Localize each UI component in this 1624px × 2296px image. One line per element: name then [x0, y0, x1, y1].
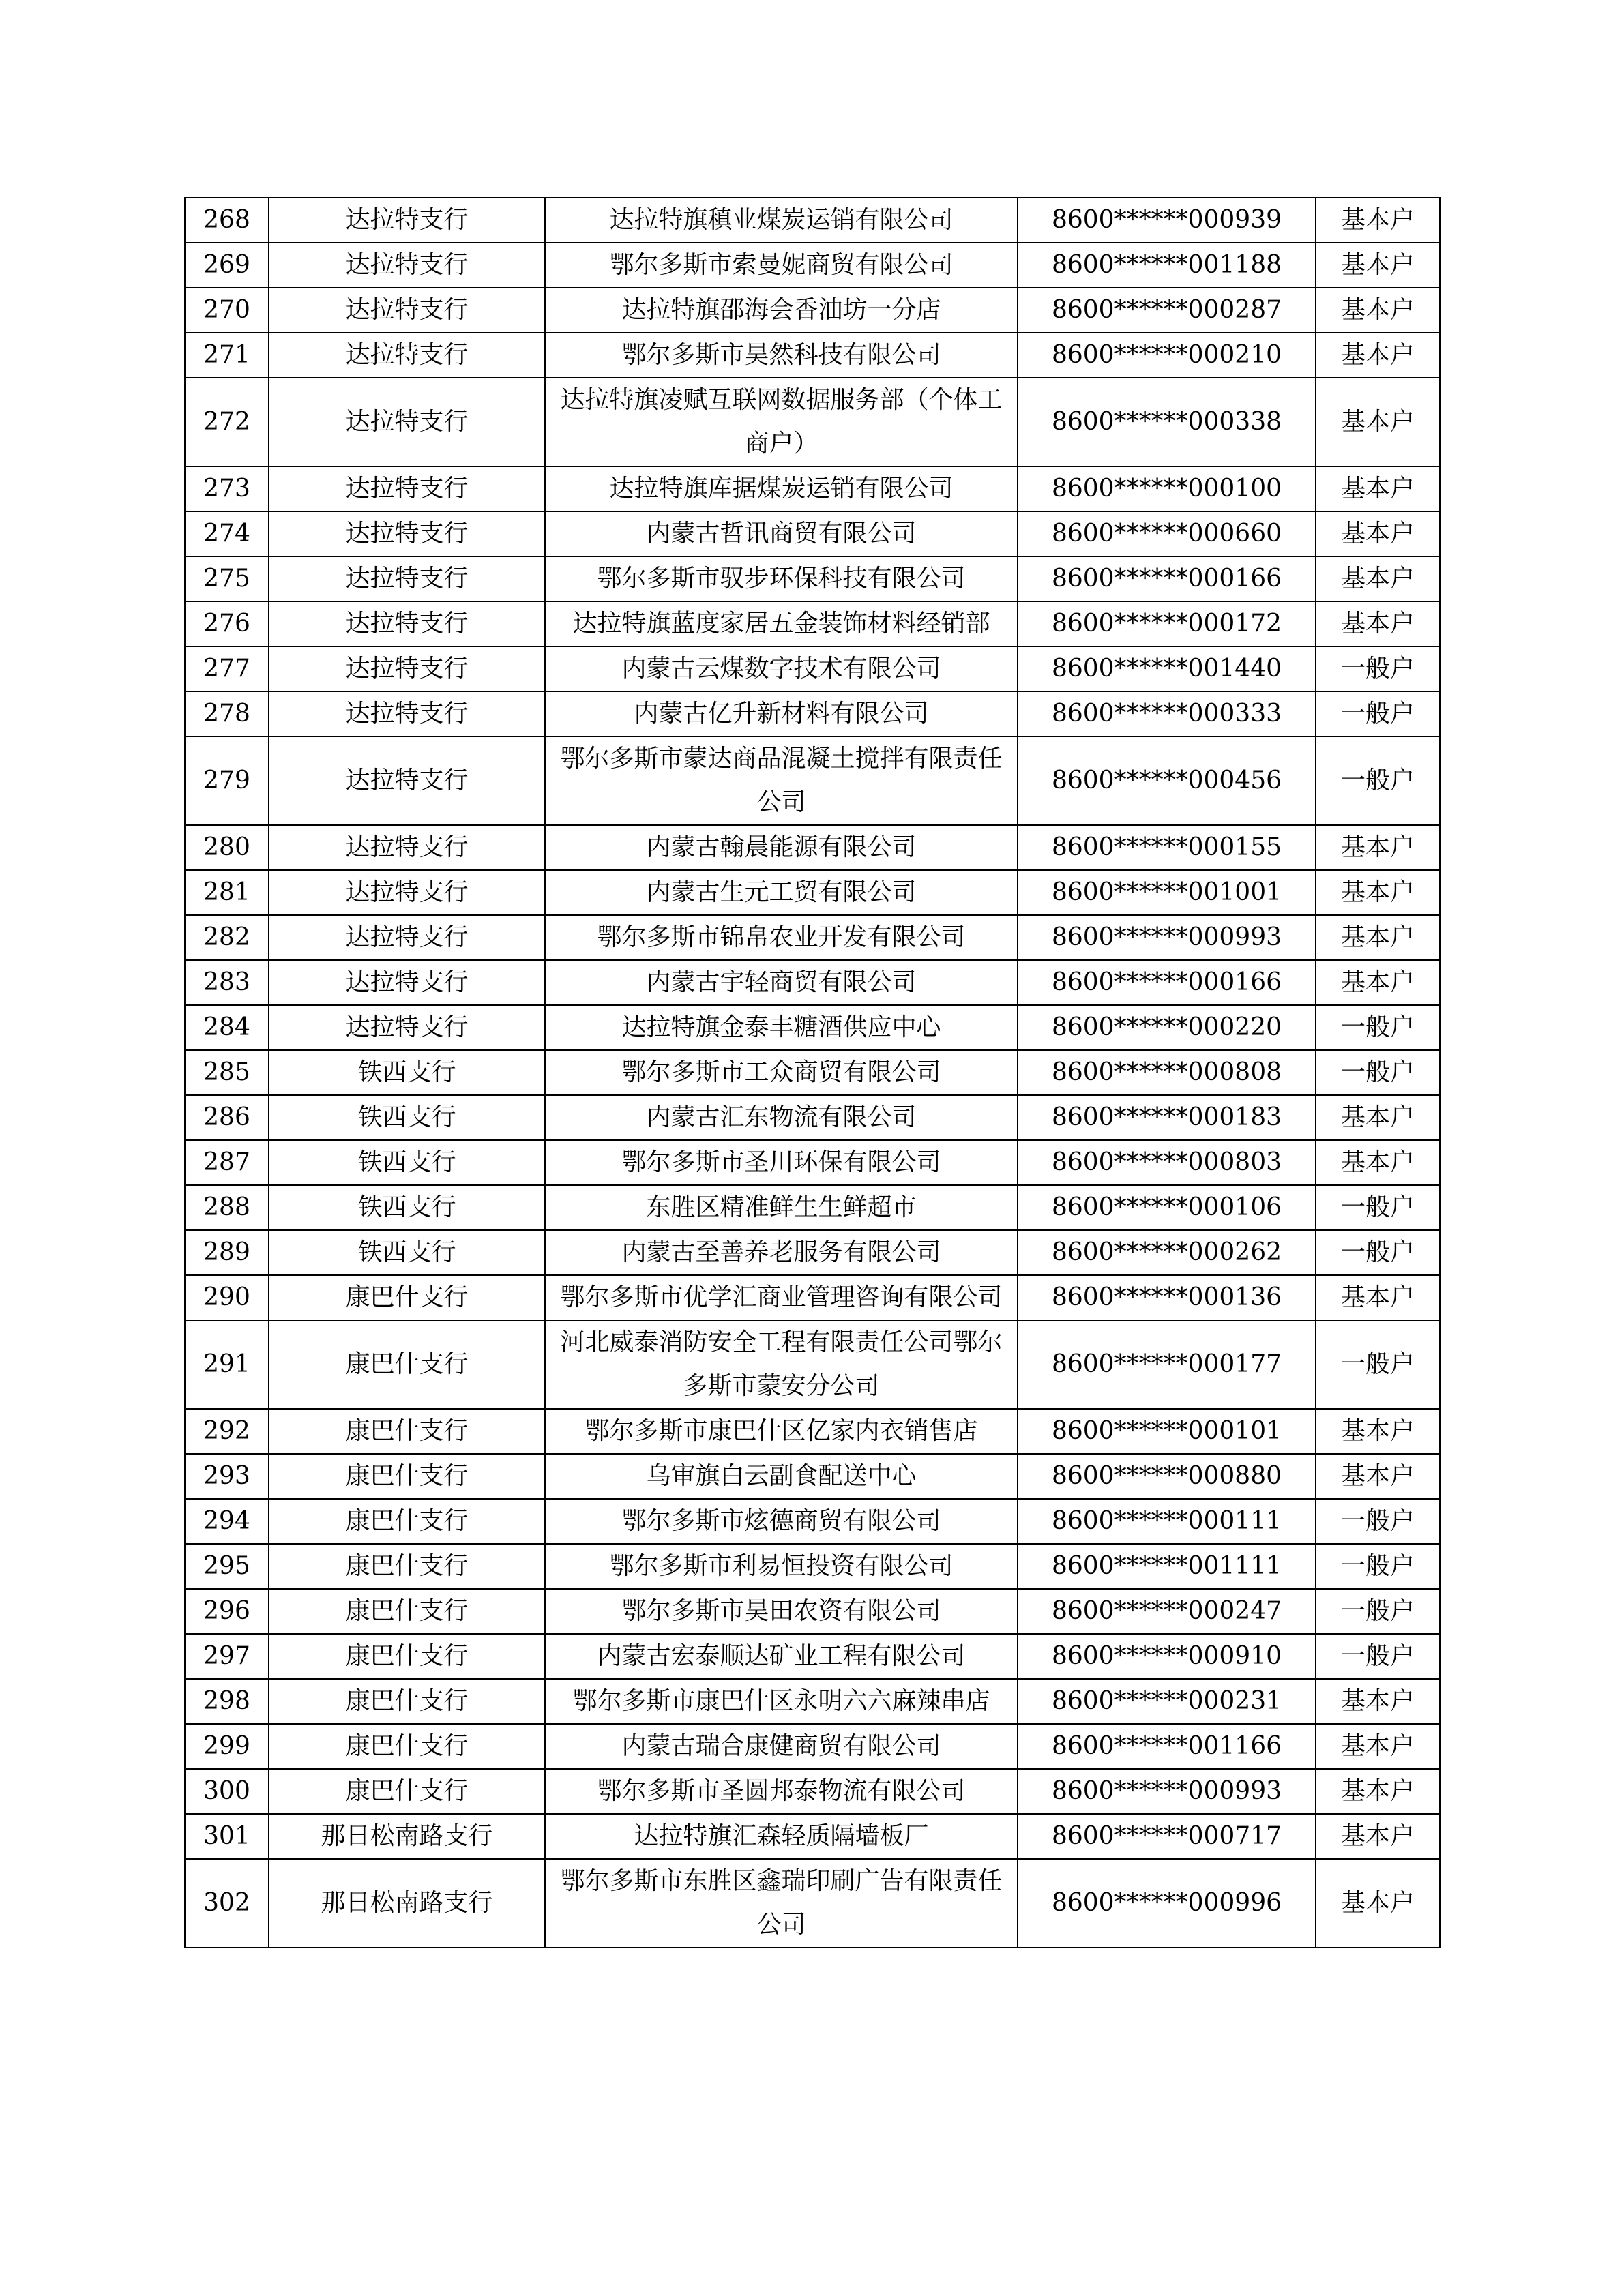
branch-cell: 康巴什支行 — [269, 1499, 545, 1544]
branch-cell: 达拉特支行 — [269, 288, 545, 333]
company-name-cell: 内蒙古瑞合康健商贸有限公司 — [545, 1724, 1018, 1769]
table-row — [185, 1185, 1440, 1230]
branch-cell: 铁西支行 — [269, 1140, 545, 1185]
account-number-cell: 8600******001166 — [1018, 1724, 1316, 1769]
account-number-cell: 8600******000262 — [1018, 1230, 1316, 1275]
account-number-cell: 8600******001001 — [1018, 870, 1316, 915]
account-number-cell: 8600******000287 — [1018, 288, 1316, 333]
table-row — [185, 1679, 1440, 1724]
branch-cell: 达拉特支行 — [269, 915, 545, 960]
account-number-cell: 8600******000247 — [1018, 1589, 1316, 1634]
company-name-cell: 鄂尔多斯市工众商贸有限公司 — [545, 1050, 1018, 1095]
branch-cell: 那日松南路支行 — [269, 1814, 545, 1859]
company-name-cell: 鄂尔多斯市圣圆邦泰物流有限公司 — [545, 1769, 1018, 1814]
branch-cell: 铁西支行 — [269, 1230, 545, 1275]
row-number-cell: 298 — [185, 1679, 269, 1724]
account-type-cell: 基本户 — [1316, 1859, 1440, 1948]
row-number-cell: 281 — [185, 870, 269, 915]
table-row — [185, 1859, 1440, 1948]
branch-cell: 达拉特支行 — [269, 378, 545, 466]
table-row — [185, 198, 1440, 243]
account-number-cell: 8600******000166 — [1018, 960, 1316, 1005]
row-number-cell: 277 — [185, 646, 269, 691]
company-name-cell: 乌审旗白云副食配送中心 — [545, 1454, 1018, 1499]
account-type-cell: 一般户 — [1316, 691, 1440, 736]
account-number-cell: 8600******001440 — [1018, 646, 1316, 691]
table-row — [185, 1589, 1440, 1634]
branch-cell: 康巴什支行 — [269, 1544, 545, 1589]
company-name-cell: 内蒙古云煤数字技术有限公司 — [545, 646, 1018, 691]
account-type-cell: 基本户 — [1316, 825, 1440, 870]
row-number-cell: 288 — [185, 1185, 269, 1230]
row-number-cell: 283 — [185, 960, 269, 1005]
row-number-cell: 302 — [185, 1859, 269, 1948]
account-type-cell: 基本户 — [1316, 243, 1440, 288]
account-number-cell: 8600******000177 — [1018, 1320, 1316, 1409]
account-type-cell: 一般户 — [1316, 1589, 1440, 1634]
account-number-cell: 8600******000660 — [1018, 511, 1316, 556]
branch-cell: 康巴什支行 — [269, 1679, 545, 1724]
branch-cell: 康巴什支行 — [269, 1769, 545, 1814]
account-type-cell: 一般户 — [1316, 1005, 1440, 1050]
accounts-table — [184, 197, 1441, 1948]
branch-cell: 康巴什支行 — [269, 1589, 545, 1634]
company-name-cell: 鄂尔多斯市蒙达商品混凝土搅拌有限责任公司 — [545, 736, 1018, 825]
table-row — [185, 870, 1440, 915]
branch-cell: 达拉特支行 — [269, 736, 545, 825]
table-row — [185, 825, 1440, 870]
account-type-cell: 基本户 — [1316, 333, 1440, 378]
row-number-cell: 268 — [185, 198, 269, 243]
row-number-cell: 279 — [185, 736, 269, 825]
row-number-cell: 284 — [185, 1005, 269, 1050]
account-type-cell: 基本户 — [1316, 1769, 1440, 1814]
company-name-cell: 达拉特旗汇森轻质隔墙板厂 — [545, 1814, 1018, 1859]
branch-cell: 达拉特支行 — [269, 870, 545, 915]
account-type-cell: 基本户 — [1316, 466, 1440, 511]
table-row — [185, 1050, 1440, 1095]
row-number-cell: 295 — [185, 1544, 269, 1589]
account-number-cell: 8600******000166 — [1018, 556, 1316, 601]
company-name-cell: 内蒙古生元工贸有限公司 — [545, 870, 1018, 915]
row-number-cell: 286 — [185, 1095, 269, 1140]
company-name-cell: 鄂尔多斯市利易恒投资有限公司 — [545, 1544, 1018, 1589]
account-number-cell: 8600******000993 — [1018, 1769, 1316, 1814]
account-number-cell: 8600******000231 — [1018, 1679, 1316, 1724]
account-type-cell: 基本户 — [1316, 1724, 1440, 1769]
row-number-cell: 291 — [185, 1320, 269, 1409]
company-name-cell: 达拉特旗库据煤炭运销有限公司 — [545, 466, 1018, 511]
branch-cell: 康巴什支行 — [269, 1454, 545, 1499]
account-number-cell: 8600******000939 — [1018, 198, 1316, 243]
row-number-cell: 272 — [185, 378, 269, 466]
branch-cell: 达拉特支行 — [269, 243, 545, 288]
table-row — [185, 1724, 1440, 1769]
account-type-cell: 基本户 — [1316, 1814, 1440, 1859]
company-name-cell: 鄂尔多斯市驭步环保科技有限公司 — [545, 556, 1018, 601]
company-name-cell: 鄂尔多斯市昊田农资有限公司 — [545, 1589, 1018, 1634]
row-number-cell: 274 — [185, 511, 269, 556]
account-number-cell: 8600******001188 — [1018, 243, 1316, 288]
table-row — [185, 1634, 1440, 1679]
branch-cell: 达拉特支行 — [269, 960, 545, 1005]
account-type-cell: 基本户 — [1316, 378, 1440, 466]
table-row — [185, 511, 1440, 556]
branch-cell: 那日松南路支行 — [269, 1859, 545, 1948]
branch-cell: 康巴什支行 — [269, 1320, 545, 1409]
row-number-cell: 290 — [185, 1275, 269, 1320]
account-number-cell: 8600******000333 — [1018, 691, 1316, 736]
account-type-cell: 一般户 — [1316, 1230, 1440, 1275]
branch-cell: 铁西支行 — [269, 1095, 545, 1140]
company-name-cell: 内蒙古翰晨能源有限公司 — [545, 825, 1018, 870]
account-number-cell: 8600******000155 — [1018, 825, 1316, 870]
company-name-cell: 河北威泰消防安全工程有限责任公司鄂尔多斯市蒙安分公司 — [545, 1320, 1018, 1409]
company-name-cell: 鄂尔多斯市索曼妮商贸有限公司 — [545, 243, 1018, 288]
account-number-cell: 8600******000100 — [1018, 466, 1316, 511]
account-number-cell: 8600******000808 — [1018, 1050, 1316, 1095]
company-name-cell: 达拉特旗邵海会香油坊一分店 — [545, 288, 1018, 333]
account-type-cell: 一般户 — [1316, 1499, 1440, 1544]
account-type-cell: 基本户 — [1316, 915, 1440, 960]
company-name-cell: 内蒙古哲讯商贸有限公司 — [545, 511, 1018, 556]
branch-cell: 康巴什支行 — [269, 1724, 545, 1769]
row-number-cell: 270 — [185, 288, 269, 333]
account-number-cell: 8600******000717 — [1018, 1814, 1316, 1859]
company-name-cell: 鄂尔多斯市优学汇商业管理咨询有限公司 — [545, 1275, 1018, 1320]
company-name-cell: 鄂尔多斯市炫德商贸有限公司 — [545, 1499, 1018, 1544]
row-number-cell: 297 — [185, 1634, 269, 1679]
table-row — [185, 378, 1440, 466]
account-number-cell: 8600******000880 — [1018, 1454, 1316, 1499]
branch-cell: 达拉特支行 — [269, 556, 545, 601]
branch-cell: 达拉特支行 — [269, 511, 545, 556]
row-number-cell: 275 — [185, 556, 269, 601]
table-row — [185, 466, 1440, 511]
account-type-cell: 基本户 — [1316, 511, 1440, 556]
branch-cell: 达拉特支行 — [269, 333, 545, 378]
row-number-cell: 278 — [185, 691, 269, 736]
table-row — [185, 1005, 1440, 1050]
account-type-cell: 基本户 — [1316, 601, 1440, 646]
account-number-cell: 8600******000220 — [1018, 1005, 1316, 1050]
table-row — [185, 1544, 1440, 1589]
table-row — [185, 1454, 1440, 1499]
table-row — [185, 288, 1440, 333]
table-row — [185, 243, 1440, 288]
row-number-cell: 282 — [185, 915, 269, 960]
account-type-cell: 基本户 — [1316, 960, 1440, 1005]
branch-cell: 达拉特支行 — [269, 198, 545, 243]
table-row — [185, 1275, 1440, 1320]
accounts-table-body — [185, 198, 1440, 1948]
account-type-cell: 基本户 — [1316, 870, 1440, 915]
branch-cell: 达拉特支行 — [269, 691, 545, 736]
account-number-cell: 8600******000456 — [1018, 736, 1316, 825]
table-row — [185, 691, 1440, 736]
branch-cell: 铁西支行 — [269, 1185, 545, 1230]
company-name-cell: 达拉特旗金泰丰糖酒供应中心 — [545, 1005, 1018, 1050]
account-type-cell: 一般户 — [1316, 736, 1440, 825]
account-number-cell: 8600******000172 — [1018, 601, 1316, 646]
table-row — [185, 736, 1440, 825]
account-number-cell: 8600******000338 — [1018, 378, 1316, 466]
account-type-cell: 基本户 — [1316, 1409, 1440, 1454]
company-name-cell: 内蒙古汇东物流有限公司 — [545, 1095, 1018, 1140]
account-number-cell: 8600******000183 — [1018, 1095, 1316, 1140]
row-number-cell: 293 — [185, 1454, 269, 1499]
table-row — [185, 1095, 1440, 1140]
row-number-cell: 273 — [185, 466, 269, 511]
row-number-cell: 292 — [185, 1409, 269, 1454]
account-type-cell: 一般户 — [1316, 1320, 1440, 1409]
company-name-cell: 鄂尔多斯市昊然科技有限公司 — [545, 333, 1018, 378]
account-number-cell: 8600******001111 — [1018, 1544, 1316, 1589]
row-number-cell: 296 — [185, 1589, 269, 1634]
account-number-cell: 8600******000803 — [1018, 1140, 1316, 1185]
account-type-cell: 基本户 — [1316, 288, 1440, 333]
table-row — [185, 333, 1440, 378]
row-number-cell: 301 — [185, 1814, 269, 1859]
account-number-cell: 8600******000106 — [1018, 1185, 1316, 1230]
company-name-cell: 达拉特旗稹业煤炭运销有限公司 — [545, 198, 1018, 243]
account-type-cell: 一般户 — [1316, 646, 1440, 691]
branch-cell: 达拉特支行 — [269, 601, 545, 646]
table-row — [185, 915, 1440, 960]
table-row — [185, 1140, 1440, 1185]
account-number-cell: 8600******000996 — [1018, 1859, 1316, 1948]
branch-cell: 康巴什支行 — [269, 1409, 545, 1454]
account-type-cell: 基本户 — [1316, 556, 1440, 601]
table-row — [185, 556, 1440, 601]
account-type-cell: 基本户 — [1316, 1095, 1440, 1140]
account-type-cell: 基本户 — [1316, 1140, 1440, 1185]
company-name-cell: 内蒙古宏泰顺达矿业工程有限公司 — [545, 1634, 1018, 1679]
table-row — [185, 1769, 1440, 1814]
branch-cell: 铁西支行 — [269, 1050, 545, 1095]
row-number-cell: 300 — [185, 1769, 269, 1814]
company-name-cell: 东胜区精准鲜生生鲜超市 — [545, 1185, 1018, 1230]
branch-cell: 康巴什支行 — [269, 1275, 545, 1320]
table-row — [185, 1499, 1440, 1544]
company-name-cell: 鄂尔多斯市圣川环保有限公司 — [545, 1140, 1018, 1185]
account-number-cell: 8600******000101 — [1018, 1409, 1316, 1454]
company-name-cell: 鄂尔多斯市东胜区鑫瑞印刷广告有限责任公司 — [545, 1859, 1018, 1948]
branch-cell: 达拉特支行 — [269, 646, 545, 691]
account-type-cell: 一般户 — [1316, 1634, 1440, 1679]
branch-cell: 康巴什支行 — [269, 1634, 545, 1679]
company-name-cell: 鄂尔多斯市康巴什区永明六六麻辣串店 — [545, 1679, 1018, 1724]
account-type-cell: 基本户 — [1316, 1275, 1440, 1320]
row-number-cell: 271 — [185, 333, 269, 378]
account-number-cell: 8600******000210 — [1018, 333, 1316, 378]
company-name-cell: 内蒙古至善养老服务有限公司 — [545, 1230, 1018, 1275]
company-name-cell: 达拉特旗蓝度家居五金装饰材料经销部 — [545, 601, 1018, 646]
account-type-cell: 基本户 — [1316, 1454, 1440, 1499]
account-type-cell: 一般户 — [1316, 1185, 1440, 1230]
branch-cell: 达拉特支行 — [269, 1005, 545, 1050]
account-number-cell: 8600******000136 — [1018, 1275, 1316, 1320]
row-number-cell: 269 — [185, 243, 269, 288]
account-type-cell: 基本户 — [1316, 1679, 1440, 1724]
account-number-cell: 8600******000993 — [1018, 915, 1316, 960]
table-row — [185, 1230, 1440, 1275]
account-number-cell: 8600******000910 — [1018, 1634, 1316, 1679]
row-number-cell: 276 — [185, 601, 269, 646]
table-row — [185, 601, 1440, 646]
row-number-cell: 289 — [185, 1230, 269, 1275]
company-name-cell: 内蒙古宇轻商贸有限公司 — [545, 960, 1018, 1005]
account-type-cell: 基本户 — [1316, 198, 1440, 243]
branch-cell: 达拉特支行 — [269, 825, 545, 870]
company-name-cell: 内蒙古亿升新材料有限公司 — [545, 691, 1018, 736]
company-name-cell: 鄂尔多斯市锦帛农业开发有限公司 — [545, 915, 1018, 960]
table-row — [185, 1320, 1440, 1409]
company-name-cell: 达拉特旗凌赋互联网数据服务部（个体工商户） — [545, 378, 1018, 466]
company-name-cell: 鄂尔多斯市康巴什区亿家内衣销售店 — [545, 1409, 1018, 1454]
row-number-cell: 280 — [185, 825, 269, 870]
row-number-cell: 299 — [185, 1724, 269, 1769]
branch-cell: 达拉特支行 — [269, 466, 545, 511]
row-number-cell: 285 — [185, 1050, 269, 1095]
table-row — [185, 960, 1440, 1005]
table-row — [185, 1409, 1440, 1454]
account-type-cell: 一般户 — [1316, 1050, 1440, 1095]
table-row — [185, 646, 1440, 691]
account-type-cell: 一般户 — [1316, 1544, 1440, 1589]
account-number-cell: 8600******000111 — [1018, 1499, 1316, 1544]
row-number-cell: 294 — [185, 1499, 269, 1544]
table-row — [185, 1814, 1440, 1859]
row-number-cell: 287 — [185, 1140, 269, 1185]
